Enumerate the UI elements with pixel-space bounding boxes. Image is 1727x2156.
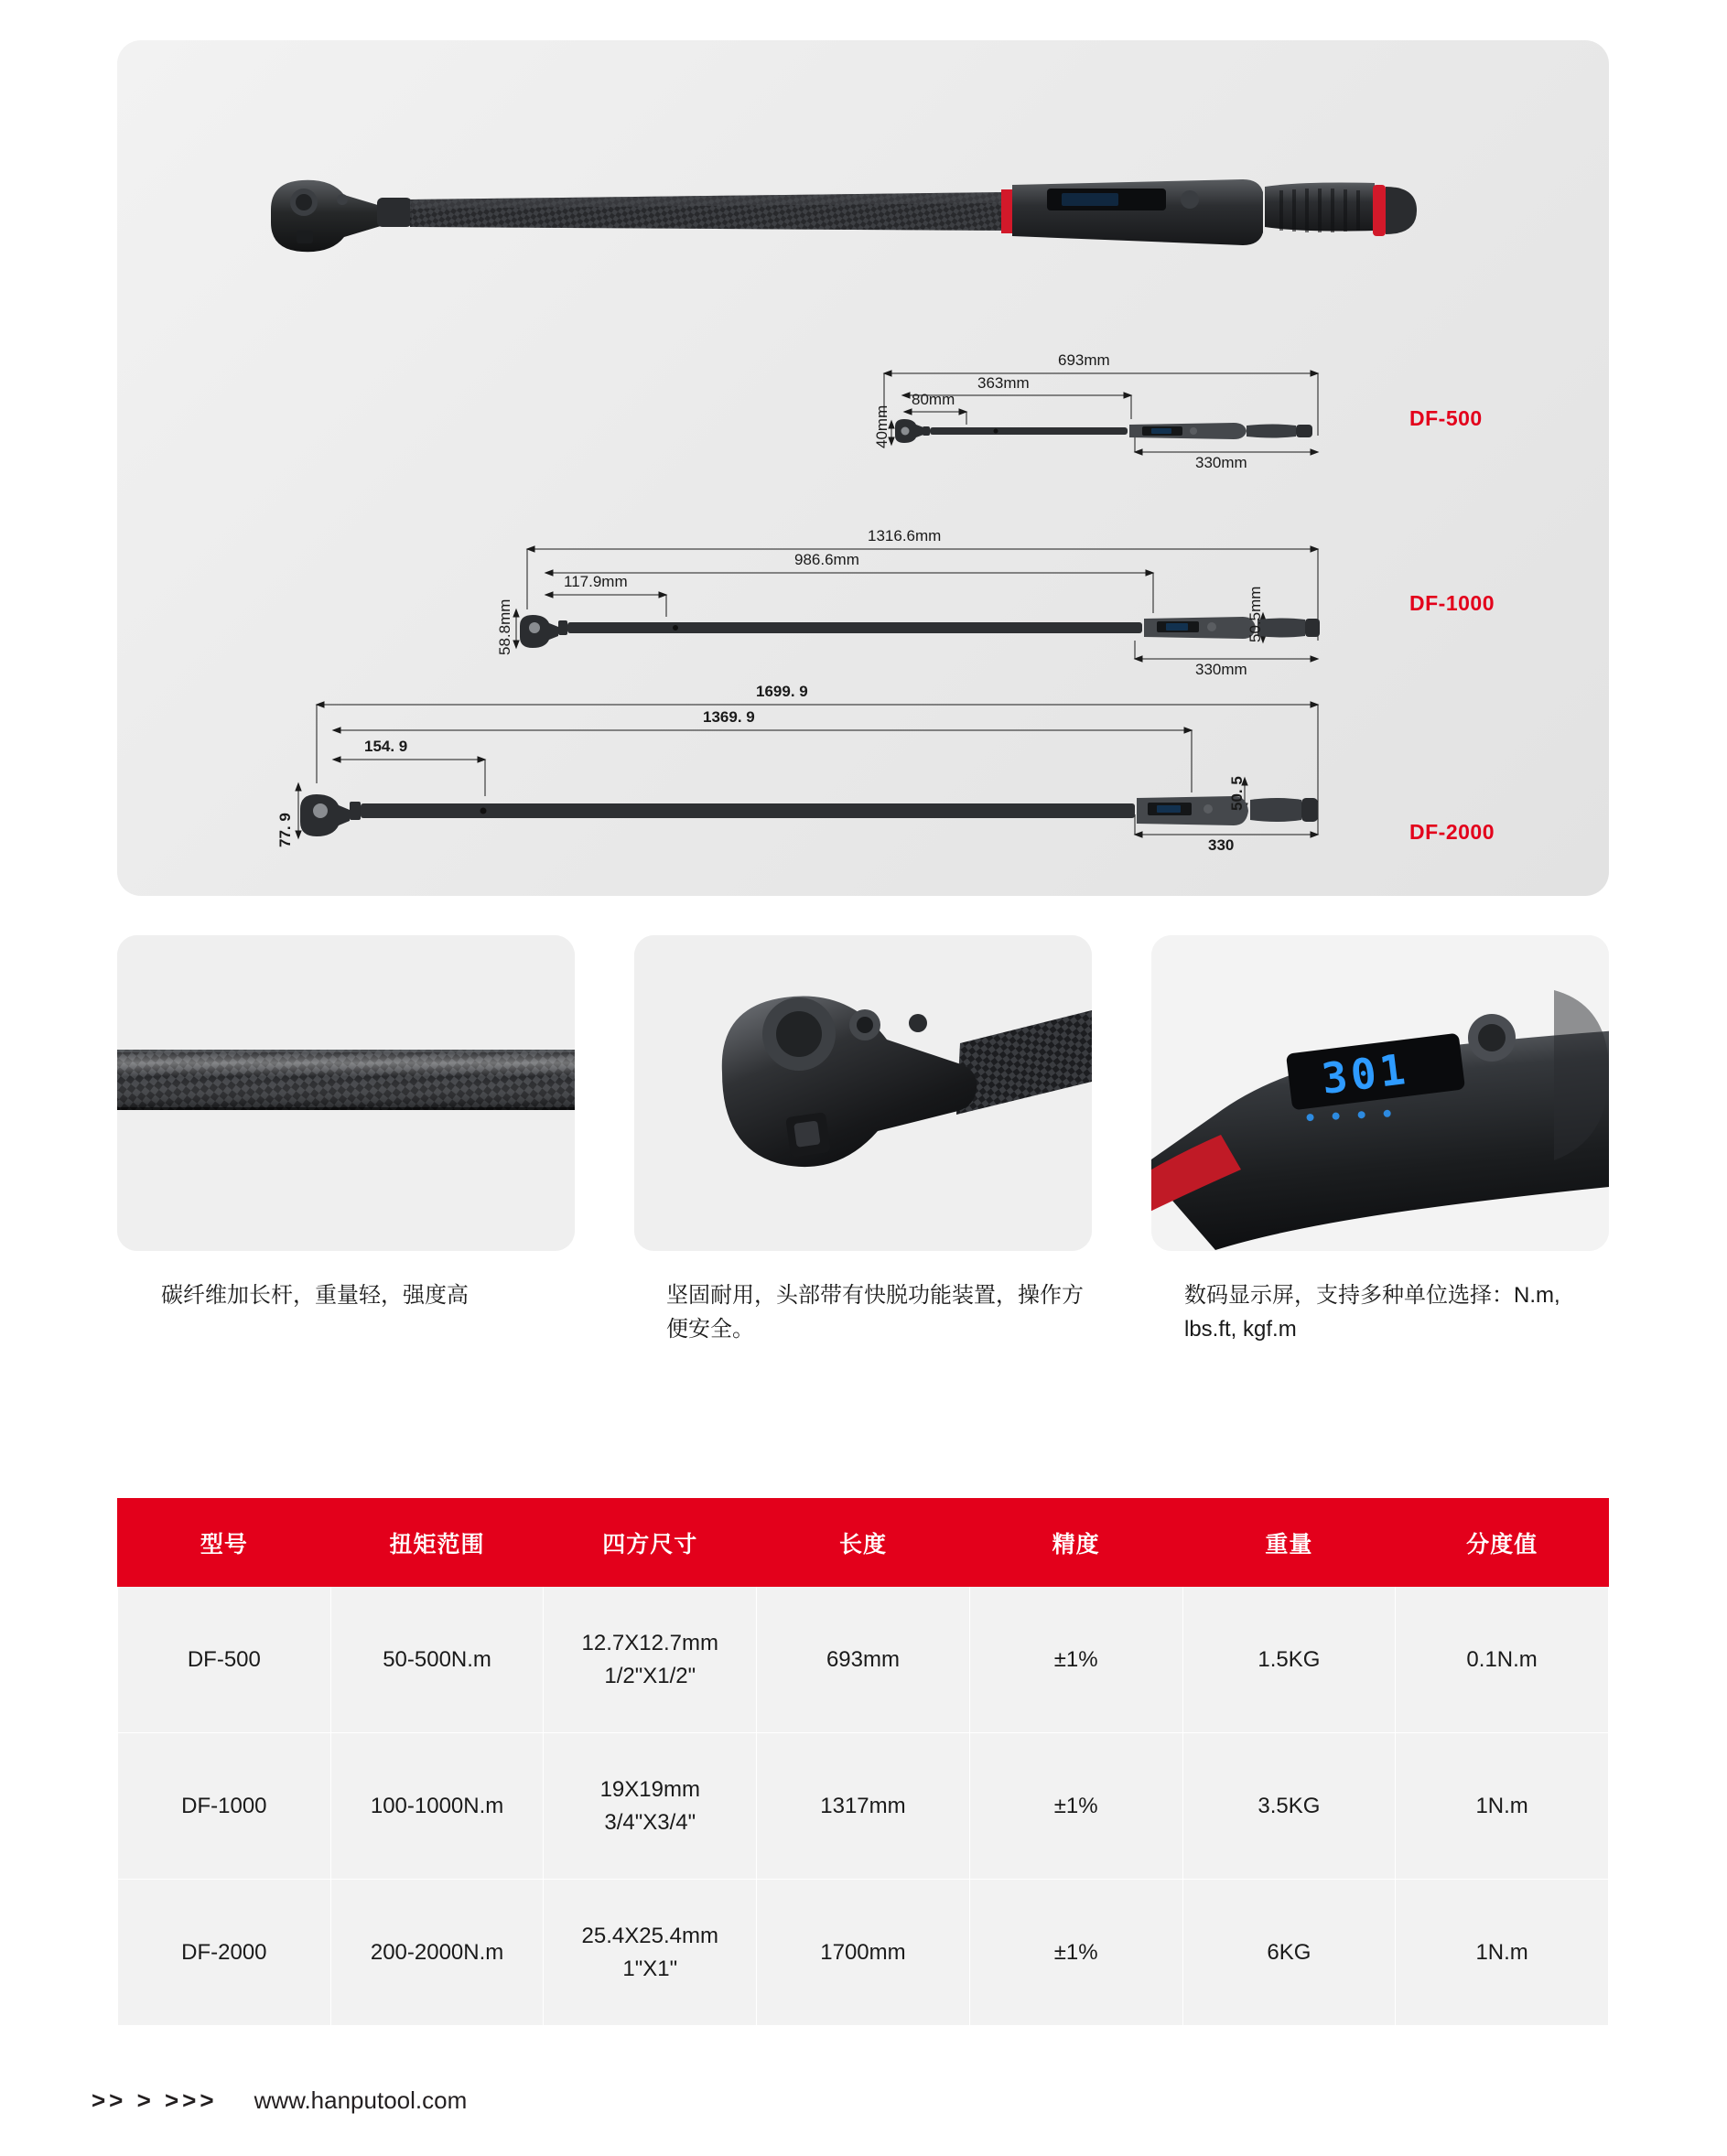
cell-accuracy: ±1% [969, 1880, 1182, 2026]
dim-40: 40mm [873, 404, 890, 448]
cell-square [544, 1733, 757, 1880]
cell-model: DF-1000 [118, 1733, 331, 1880]
col-torque-range: 扭矩范围 [330, 1499, 544, 1587]
feature-card-ratchet-head [634, 935, 1092, 1251]
cell-model: DF-500 [118, 1587, 331, 1733]
dim-1699: 1699. 9 [756, 683, 808, 700]
cell-length: 693mm [757, 1587, 970, 1733]
product-image-main [264, 159, 1490, 269]
feature-caption-carbon-shaft: 碳纤维加长杆，重量轻，强度高 [161, 1283, 469, 1308]
cell-square-line1: 12.7X12.7mm [581, 1630, 718, 1655]
col-increment: 分度值 [1396, 1499, 1609, 1587]
cell-accuracy: ±1% [969, 1733, 1182, 1880]
cell-accuracy: ±1% [969, 1587, 1182, 1733]
cell-range: 100-1000N.m [330, 1733, 544, 1880]
dim-50-5-2000: 50. 5 [1228, 776, 1246, 811]
dim-1316: 1316.6mm [868, 527, 942, 544]
dimension-diagram-df500 [868, 351, 1398, 470]
cell-length: 1317mm [757, 1733, 970, 1880]
hero-panel [117, 40, 1609, 896]
feature-card-digital-display [1151, 935, 1609, 1251]
table-row [118, 1587, 1609, 1733]
cell-increment: 1N.m [1396, 1880, 1609, 2026]
cell-weight: 6KG [1182, 1880, 1396, 2026]
dim-117: 117.9mm [564, 573, 628, 590]
cell-square-line1: 25.4X25.4mm [581, 1923, 718, 1948]
cell-square-line2: 1"X1" [622, 1956, 678, 1981]
page-footer [92, 2086, 1647, 2115]
cell-length: 1700mm [757, 1880, 970, 2026]
cell-weight: 1.5KG [1182, 1587, 1396, 1733]
cell-increment: 1N.m [1396, 1733, 1609, 1880]
col-model: 型号 [118, 1499, 331, 1587]
col-weight: 重量 [1182, 1499, 1396, 1587]
dim-1369: 1369. 9 [703, 708, 755, 726]
dim-330-1000: 330mm [1195, 661, 1247, 678]
table-header-row [118, 1499, 1609, 1587]
spec-table [117, 1498, 1609, 2026]
cell-square [544, 1880, 757, 2026]
table-row [118, 1880, 1609, 2026]
svg-text:301: 301 [1319, 1043, 1412, 1104]
dim-77: 77. 9 [276, 813, 294, 847]
cell-square-line1: 19X19mm [599, 1776, 700, 1802]
model-label-df1000: DF-1000 [1409, 591, 1495, 615]
dim-80: 80mm [912, 391, 955, 408]
cell-square [544, 1587, 757, 1733]
cell-range: 50-500N.m [330, 1587, 544, 1733]
dim-330: 330mm [1195, 454, 1247, 471]
cell-square-line2: 3/4"X3/4" [604, 1809, 696, 1835]
model-label-df500: DF-500 [1409, 406, 1483, 430]
model-label-df2000: DF-2000 [1409, 820, 1495, 844]
spec-table-wrapper [117, 1498, 1609, 2026]
col-square-size: 四方尺寸 [544, 1499, 757, 1587]
dim-58: 58.8mm [496, 598, 513, 655]
dim-154: 154. 9 [364, 738, 408, 755]
col-accuracy: 精度 [969, 1499, 1182, 1587]
cell-weight: 3.5KG [1182, 1733, 1396, 1880]
feature-caption-ratchet-head: 坚固耐用，头部带有快脱功能装置，操作方便安全。 [666, 1283, 1084, 1342]
col-length: 长度 [757, 1499, 970, 1587]
dim-330-2000: 330 [1208, 836, 1235, 854]
dim-693: 693mm [1058, 351, 1110, 369]
website-link[interactable]: www.hanputool.com [254, 2086, 468, 2114]
feature-caption-digital-display: 数码显示屏，支持多种单位选择：N.m, lbs.ft, kgf.m [1184, 1283, 1560, 1342]
cell-range: 200-2000N.m [330, 1880, 544, 2026]
dimension-diagram-df2000 [273, 681, 1398, 855]
chevron-right-icon: >> > >>> [92, 2086, 218, 2114]
dim-363: 363mm [977, 374, 1030, 392]
cell-square-line2: 1/2"X1/2" [604, 1663, 696, 1688]
table-row [118, 1733, 1609, 1880]
dim-50-5: 50.5mm [1247, 586, 1264, 642]
dimension-diagram-df1000 [492, 525, 1398, 678]
cell-model: DF-2000 [118, 1880, 331, 2026]
feature-card-carbon-shaft [117, 935, 575, 1251]
cell-increment: 0.1N.m [1396, 1587, 1609, 1733]
feature-section [117, 935, 1609, 1411]
dim-986: 986.6mm [794, 551, 859, 568]
